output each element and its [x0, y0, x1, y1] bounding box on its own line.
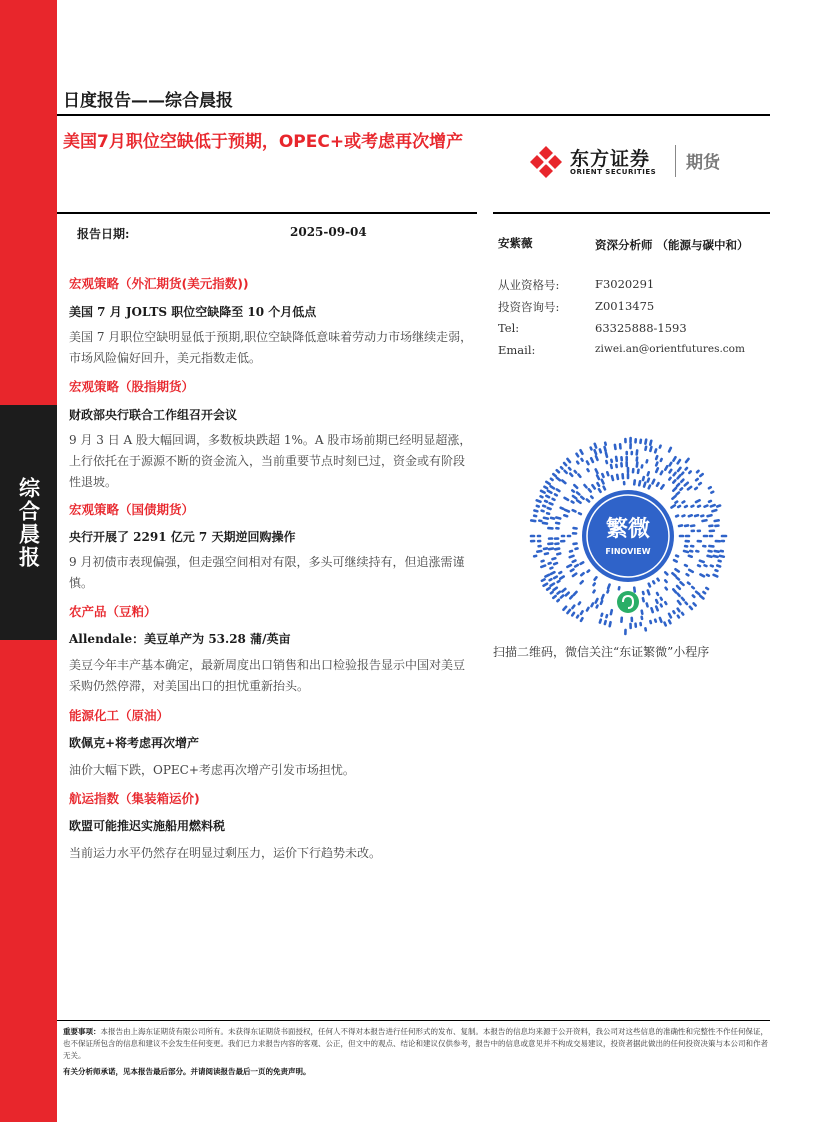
- section-headline: Allendale：美豆单产为 53.28 蒲/英亩: [69, 632, 291, 646]
- top-rule: [57, 114, 770, 116]
- logo-name: 东方证券: [570, 148, 651, 170]
- side-tab-label: 综合晨报: [16, 476, 41, 569]
- side-tab: [0, 405, 57, 640]
- right-column-rule: [493, 212, 770, 214]
- info-label: 从业资格号:: [498, 278, 560, 292]
- info-value: F3020291: [595, 277, 655, 291]
- info-value: 63325888-1593: [595, 321, 687, 335]
- qr-caption: 扫描二维码，微信关注“东证繁微”小程序: [493, 645, 710, 659]
- section-body: 9 月 3 日 A 股大幅回调，多数板块跌超 1%。A 股市场前期已经明显超涨，上行依托在于源源不断的资金流入，当前重要节点时刻已过，资金或有阶段性退坡。: [69, 433, 472, 489]
- section-category: 宏观策略（外汇期货(美元指数)): [69, 276, 249, 291]
- analyst-role: 资深分析师 （能源与碳中和）: [595, 238, 749, 252]
- section-headline: 美国 7 月 JOLTS 职位空缺降至 10 个月低点: [69, 305, 317, 319]
- disclaimer-lead: 重要事项：: [63, 1027, 101, 1036]
- section-category: 宏观策略（国债期货）: [69, 502, 195, 517]
- qr-code[interactable]: [528, 436, 728, 636]
- report-date-label: 报告日期:: [77, 227, 130, 241]
- info-value: Z0013475: [595, 299, 655, 313]
- logo-mark-icon: [528, 144, 564, 180]
- company-logo: [528, 142, 768, 182]
- section-headline: 欧佩克+将考虑再次增产: [69, 736, 200, 750]
- info-label: 投资咨询号:: [498, 300, 560, 314]
- footer-rule: [57, 1020, 770, 1021]
- logo-sub: 期货: [686, 153, 720, 173]
- report-type: 日度报告——综合晨报: [63, 91, 233, 111]
- section-body: 9 月初债市表现偏强，但走强空间相对有限，多头可继续持有，但追涨需谨慎。: [69, 555, 465, 590]
- logo-english: ORIENT SECURITIES: [570, 168, 657, 176]
- section-category: 农产品（豆粕）: [69, 604, 157, 619]
- section-body: 美豆今年丰产基本确定，最新周度出口销售和出口检验报告显示中国对美豆采购仍然停滞，对美国出口的担忧重新抬头。: [69, 658, 466, 693]
- analyst-name: 安紫薇: [498, 236, 533, 250]
- qr-center-en: FINOVIEW: [605, 547, 651, 556]
- info-value: ziwei.an@orientfutures.com: [595, 343, 745, 355]
- section-category: 航运指数（集装箱运价): [69, 791, 200, 806]
- report-title: 美国7月职位空缺低于预期，OPEC+或考虑再次增产: [63, 132, 464, 152]
- report-date-value: 2025-09-04: [290, 225, 367, 239]
- section-headline: 央行开展了 2291 亿元 7 天期逆回购操作: [69, 530, 296, 544]
- section-headline: 欧盟可能推迟实施船用燃料税: [69, 819, 226, 833]
- section-body: 美国 7 月职位空缺明显低于预期,职位空缺降低意味着劳动力市场继续走弱，市场风险偏好回升，美元指数走低。: [69, 330, 473, 365]
- disclaimer: [63, 1026, 771, 1062]
- mini-program-icon: [617, 591, 639, 613]
- section-headline: 财政部央行联合工作组召开会议: [69, 408, 238, 422]
- disclaimer-note: 有关分析师承诺，见本报告最后部分。并请阅读报告最后一页的免责声明。: [63, 1067, 311, 1076]
- section-body: 油价大幅下跌，OPEC+考虑再次增产引发市场担忧。: [69, 763, 355, 777]
- left-column-rule: [57, 212, 477, 214]
- section-body: 当前运力水平仍然存在明显过剩压力，运价下行趋势未改。: [69, 846, 382, 860]
- section-category: 能源化工（原油）: [69, 708, 170, 723]
- info-label: Email:: [498, 343, 536, 357]
- info-label: Tel:: [498, 321, 520, 335]
- qr-center-cn: 繁微: [605, 517, 651, 542]
- section-category: 宏观策略（股指期货）: [69, 379, 195, 394]
- logo-divider: [675, 145, 676, 177]
- disclaimer-text: 本报告由上海东证期货有限公司所有。未获得东证期货书面授权，任何人不得对本报告进行任何形式的发布、复制。本报告的信息均来源于公开资料，我公司对这些信息的准确性和完整性不作任何保证，也不保证所包含的信息和建议不会发生任何变更。我们已力求报告内容的客观、公正，但文中的观点、结论和建议仅供参考，报告中的信息或意见并不构成交易建议，投资者据此做出的任何投资决策与本公司和作者无关。: [63, 1027, 768, 1060]
